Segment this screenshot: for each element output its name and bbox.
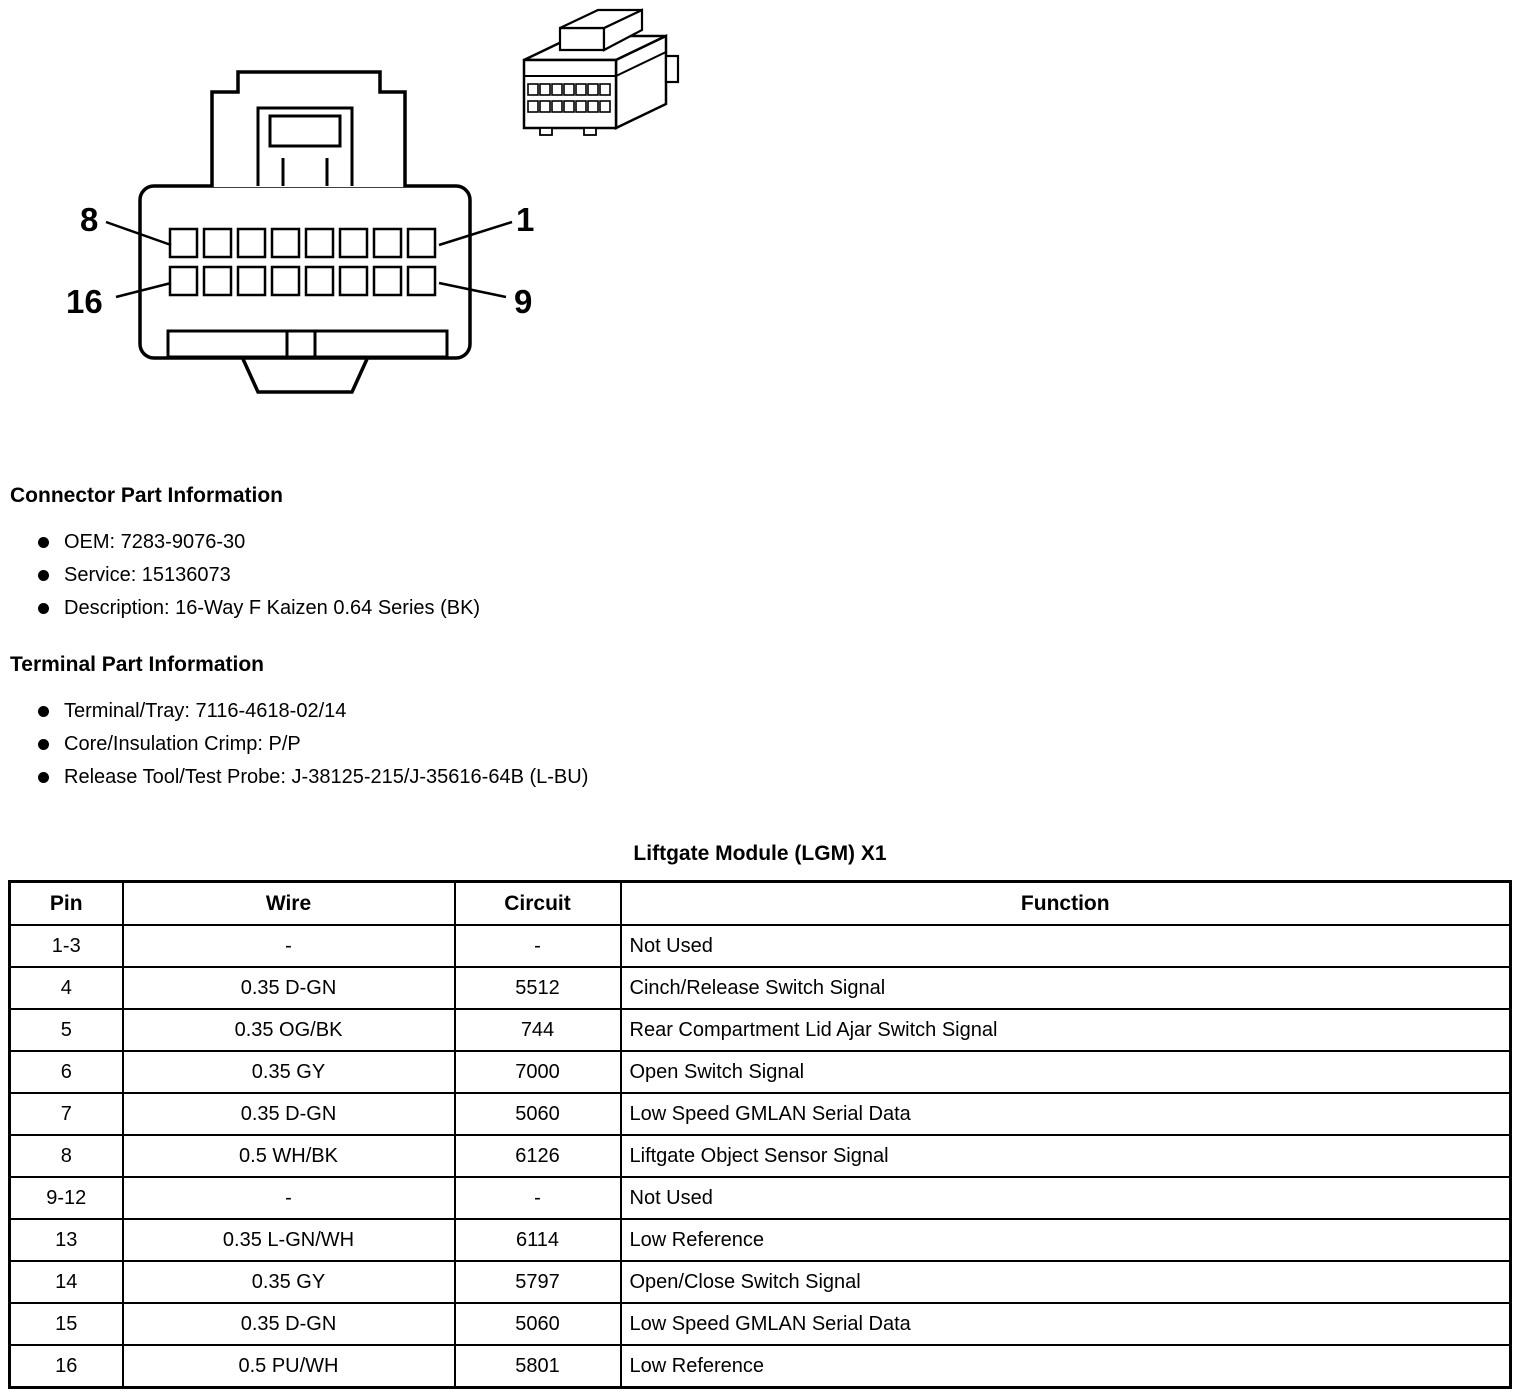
col-header-pin: Pin: [10, 882, 123, 926]
3d-foot-left: [540, 128, 552, 135]
cell-wire: 0.35 D-GN: [123, 1303, 455, 1345]
cell-pin: 5: [10, 1009, 123, 1051]
bullet-icon: [38, 706, 49, 717]
cell-function: Low Reference: [621, 1345, 1511, 1388]
pin-cavity: [306, 229, 333, 257]
cell-wire: 0.35 D-GN: [123, 967, 455, 1009]
bullet-icon: [38, 772, 49, 783]
cell-pin: 16: [10, 1345, 123, 1388]
cell-pin: 8: [10, 1135, 123, 1177]
cell-circuit: 744: [455, 1009, 621, 1051]
cell-function: Open Switch Signal: [621, 1051, 1511, 1093]
pin-cavity: [408, 267, 435, 295]
cell-circuit: 7000: [455, 1051, 621, 1093]
bottom-tab: [243, 359, 367, 392]
list-item: [38, 532, 1520, 552]
cell-circuit: 5060: [455, 1303, 621, 1345]
pin-cavity: [408, 229, 435, 257]
list-item: [38, 701, 1520, 721]
table-row: [10, 1093, 1511, 1135]
cell-circuit: 5801: [455, 1345, 621, 1388]
bullet-icon: [38, 603, 49, 614]
pin-cavity: [374, 229, 401, 257]
3d-side-tab: [666, 56, 678, 82]
cell-function: Open/Close Switch Signal: [621, 1261, 1511, 1303]
pin-label-1: 1: [516, 201, 535, 238]
table-row: [10, 1345, 1511, 1388]
list-item-text: Terminal/Tray: 7116-4618-02/14: [64, 700, 347, 722]
cell-circuit: 5512: [455, 967, 621, 1009]
cell-function: Not Used: [621, 1177, 1511, 1219]
cell-circuit: -: [455, 925, 621, 967]
table-row: [10, 1261, 1511, 1303]
pinout-table: [8, 880, 1512, 1389]
cell-function: Low Speed GMLAN Serial Data: [621, 1303, 1511, 1345]
cell-pin: 6: [10, 1051, 123, 1093]
cell-pin: 15: [10, 1303, 123, 1345]
list-item-text: Core/Insulation Crimp: P/P: [64, 733, 301, 755]
list-item: [38, 565, 1520, 585]
cell-circuit: 6114: [455, 1219, 621, 1261]
list-item: [38, 598, 1520, 618]
cell-pin: 7: [10, 1093, 123, 1135]
connector-top-latch-outline: [212, 72, 405, 187]
cell-function: Low Reference: [621, 1219, 1511, 1261]
col-header-wire: Wire: [123, 882, 455, 926]
bullet-icon: [38, 739, 49, 750]
table-row: [10, 1219, 1511, 1261]
list-item: [38, 734, 1520, 754]
connector-front-view: [106, 72, 512, 392]
3d-latch-front: [560, 28, 604, 50]
cell-wire: -: [123, 1177, 455, 1219]
pin-cavity: [170, 267, 197, 295]
cell-circuit: 5060: [455, 1093, 621, 1135]
table-row: [10, 1135, 1511, 1177]
terminal-info-heading: Terminal Part Information: [10, 653, 264, 676]
cell-function: Not Used: [621, 925, 1511, 967]
cell-circuit: 6126: [455, 1135, 621, 1177]
cell-wire: 0.35 GY: [123, 1261, 455, 1303]
cell-wire: 0.5 PU/WH: [123, 1345, 455, 1388]
table-body: [10, 925, 1511, 1388]
pin-cavity: [340, 229, 367, 257]
cell-wire: 0.35 D-GN: [123, 1093, 455, 1135]
cell-wire: -: [123, 925, 455, 967]
pin-cavity: [340, 267, 367, 295]
cell-function: Rear Compartment Lid Ajar Switch Signal: [621, 1009, 1511, 1051]
table-row: [10, 1051, 1511, 1093]
table-row: [10, 925, 1511, 967]
cell-function: Cinch/Release Switch Signal: [621, 967, 1511, 1009]
table-row: [10, 1009, 1511, 1051]
col-header-circuit: Circuit: [455, 882, 621, 926]
table-row: [10, 1177, 1511, 1219]
list-item: [38, 767, 1520, 787]
cell-wire: 0.35 L-GN/WH: [123, 1219, 455, 1261]
pin-cavity: [272, 229, 299, 257]
cell-function: Low Speed GMLAN Serial Data: [621, 1093, 1511, 1135]
terminal-info-list: [0, 677, 1520, 806]
cell-wire: 0.35 GY: [123, 1051, 455, 1093]
connector-diagram: [0, 0, 1520, 470]
cell-pin: 1-3: [10, 925, 123, 967]
pin-cavity: [204, 229, 231, 257]
cell-pin: 9-12: [10, 1177, 123, 1219]
bullet-icon: [38, 570, 49, 581]
cell-pin: 4: [10, 967, 123, 1009]
pin-label-9: 9: [514, 283, 533, 320]
table-row: [10, 1303, 1511, 1345]
pin-cavity: [238, 229, 265, 257]
pin-cavity: [374, 267, 401, 295]
pin-cavity: [204, 267, 231, 295]
col-header-function: Function: [621, 882, 1511, 926]
cell-circuit: -: [455, 1177, 621, 1219]
cell-pin: 14: [10, 1261, 123, 1303]
list-item-text: Release Tool/Test Probe: J-38125-215/J-35616-64B (L-BU): [64, 766, 589, 788]
connector-views-svg: [0, 0, 1520, 470]
table-row: [10, 967, 1511, 1009]
connector-3d-view: [524, 10, 678, 135]
list-item-text: Service: 15136073: [64, 564, 231, 586]
pin-cavity: [306, 267, 333, 295]
table-title: Liftgate Module (LGM) X1: [633, 842, 887, 865]
cell-wire: 0.35 OG/BK: [123, 1009, 455, 1051]
cell-circuit: 5797: [455, 1261, 621, 1303]
cell-pin: 13: [10, 1219, 123, 1261]
pin-cavity: [238, 267, 265, 295]
connector-info-heading: Connector Part Information: [10, 484, 284, 507]
table-header-row: [10, 882, 1511, 926]
pin-cavity: [170, 229, 197, 257]
cell-function: Liftgate Object Sensor Signal: [621, 1135, 1511, 1177]
list-item-text: OEM: 7283-9076-30: [64, 531, 246, 553]
bullet-icon: [38, 537, 49, 548]
connector-info-list: [0, 508, 1520, 637]
3d-foot-right: [584, 128, 596, 135]
list-item-text: Description: 16-Way F Kaizen 0.64 Series (BK): [64, 597, 481, 619]
pin-cavity: [272, 267, 299, 295]
cell-wire: 0.5 WH/BK: [123, 1135, 455, 1177]
pin-label-16: 16: [66, 283, 103, 320]
pin-label-8: 8: [80, 201, 99, 238]
